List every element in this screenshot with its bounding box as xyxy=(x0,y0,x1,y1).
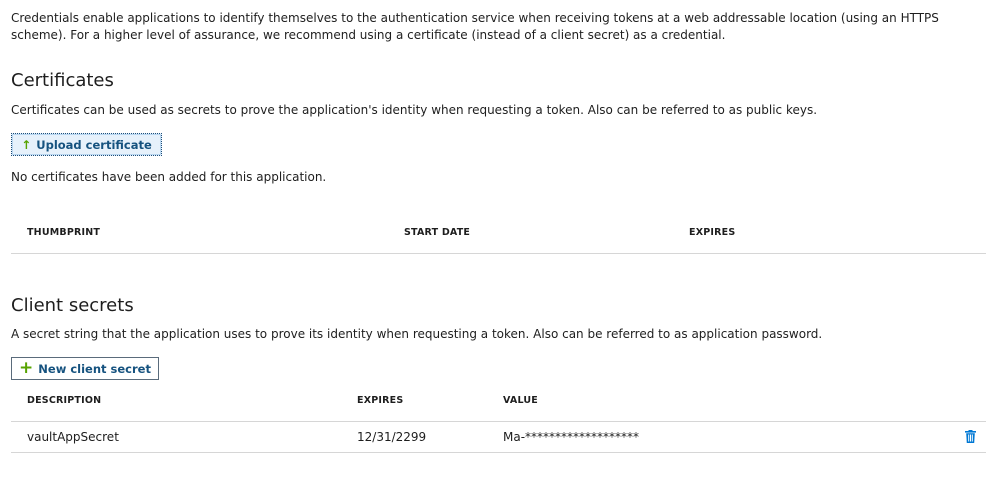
secret-value-cell: Ma-******************* xyxy=(503,430,640,444)
column-header-value[interactable]: VALUE xyxy=(503,395,538,406)
column-header-start-date[interactable]: START DATE xyxy=(404,227,471,238)
trash-icon[interactable] xyxy=(965,430,976,443)
new-client-secret-button[interactable] xyxy=(11,357,159,380)
no-certificates-message: No certificates have been added for this application. xyxy=(11,170,327,184)
secret-expires-cell: 12/31/2299 xyxy=(357,430,427,444)
new-client-secret-label: New client secret xyxy=(38,361,151,376)
plus-icon: + xyxy=(19,358,34,378)
certificates-description: Certificates can be used as secrets to prove the application's identity when requesting a token. Also can be referred to as public keys. xyxy=(11,103,818,117)
client-secrets-description: A secret string that the application uses to prove its identity when requesting a token. Also can be referred to as application password. xyxy=(11,327,823,341)
client-secrets-header-divider xyxy=(11,421,986,422)
certificates-table-divider xyxy=(11,253,986,254)
upload-arrow-icon: ↑ xyxy=(21,137,32,152)
upload-certificate-label: Upload certificate xyxy=(36,137,152,152)
secret-description-cell: vaultAppSecret xyxy=(27,430,119,444)
column-header-description[interactable]: DESCRIPTION xyxy=(27,395,102,406)
client-secrets-row-divider xyxy=(11,452,986,453)
column-header-expires[interactable]: EXPIRES xyxy=(357,395,404,406)
upload-certificate-button[interactable] xyxy=(11,133,162,156)
client-secrets-heading: Client secrets xyxy=(11,295,134,316)
certificates-heading: Certificates xyxy=(11,70,114,91)
credentials-intro-text: Credentials enable applications to identify themselves to the authentication service when receiving tokens at a web addressable location (using an HTTPS scheme). For a higher level of assurance, we recommend using a certificate (instead of a client secret) as a credential. xyxy=(11,11,939,42)
column-header-expires[interactable]: EXPIRES xyxy=(689,227,736,238)
column-header-thumbprint[interactable]: THUMBPRINT xyxy=(27,227,101,238)
